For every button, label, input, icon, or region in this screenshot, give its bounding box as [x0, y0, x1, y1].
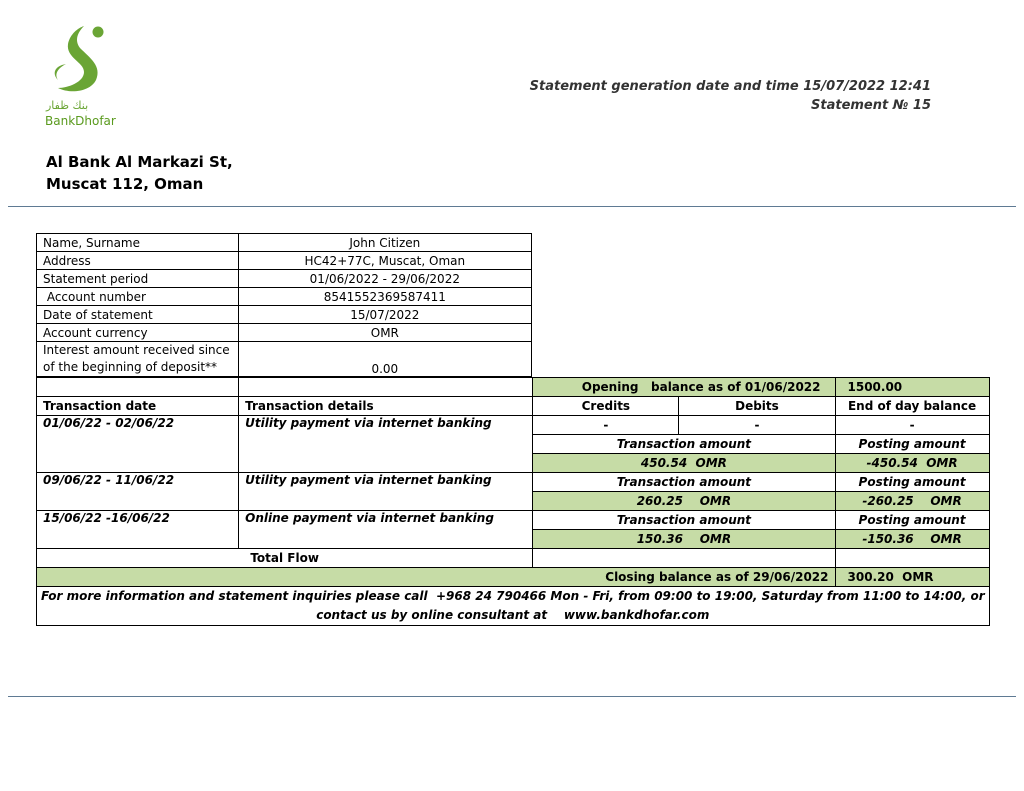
info-label-line: Interest amount received since	[43, 343, 230, 357]
opening-balance-label: Opening balance as of 01/06/2022	[533, 378, 835, 397]
table-row	[37, 473, 990, 492]
opening-balance-value: 1500.00	[835, 378, 989, 397]
info-row	[37, 270, 532, 288]
transaction-date: 01/06/22 - 02/06/22	[37, 416, 239, 473]
info-value: 0.00	[238, 342, 531, 377]
transaction-amount-label: Transaction amount	[533, 435, 835, 454]
info-value: HC42+77C, Muscat, Oman	[238, 252, 531, 270]
col-header-eod: End of day balance	[835, 397, 989, 416]
transaction-details: Online payment via internet banking	[239, 511, 533, 549]
info-label: Statement period	[37, 270, 239, 288]
transactions-table	[36, 377, 990, 626]
empty-cell	[37, 378, 239, 397]
top-divider	[8, 206, 1016, 207]
info-row	[37, 306, 532, 324]
empty-cell	[533, 549, 835, 568]
empty-cell	[239, 378, 533, 397]
address-line-2: Muscat 112, Oman	[46, 175, 204, 193]
transaction-amount-label: Transaction amount	[533, 473, 835, 492]
opening-balance-row	[37, 378, 990, 397]
transaction-amount: 150.36 OMR	[533, 530, 835, 549]
col-header-debits: Debits	[679, 397, 835, 416]
generation-datetime: Statement generation date and time 15/07/2022 12:41	[529, 79, 931, 94]
address-line-1: Al Bank Al Markazi St,	[46, 153, 233, 171]
closing-balance-row	[37, 568, 990, 587]
info-label: Name, Surname	[37, 234, 239, 252]
credits-value: -	[533, 416, 679, 435]
account-info-table	[36, 233, 532, 377]
col-header-date: Transaction date	[37, 397, 239, 416]
posting-amount-label: Posting amount	[835, 511, 989, 530]
total-flow-row	[37, 549, 990, 568]
info-label: Account currency	[37, 324, 239, 342]
footer-info-row	[37, 587, 990, 626]
bottom-divider	[8, 696, 1016, 697]
column-header-row	[37, 397, 990, 416]
transaction-date: 15/06/22 -16/06/22	[37, 511, 239, 549]
debits-value: -	[679, 416, 835, 435]
info-row	[37, 324, 532, 342]
info-value: 15/07/2022	[238, 306, 531, 324]
table-row	[37, 511, 990, 530]
posting-amount: -260.25 OMR	[835, 492, 989, 511]
logo-arabic-text: بنك ظفار	[46, 99, 89, 112]
col-header-credits: Credits	[533, 397, 679, 416]
transaction-amount: 260.25 OMR	[533, 492, 835, 511]
footer-line-2: contact us by online consultant at www.bankdhofar.com	[316, 608, 710, 622]
footer-info	[37, 587, 990, 626]
info-value: 8541552369587411	[238, 288, 531, 306]
info-row	[37, 252, 532, 270]
posting-amount: -450.54 OMR	[835, 454, 989, 473]
transaction-amount: 450.54 OMR	[533, 454, 835, 473]
info-value: John Citizen	[238, 234, 531, 252]
info-label: Account number	[37, 288, 239, 306]
info-value: 01/06/2022 - 29/06/2022	[238, 270, 531, 288]
transaction-amount-label: Transaction amount	[533, 511, 835, 530]
logo-text: BankDhofar	[45, 114, 116, 128]
table-row	[37, 416, 990, 435]
info-label-line: of the beginning of deposit**	[43, 360, 218, 374]
transaction-date: 09/06/22 - 11/06/22	[37, 473, 239, 511]
posting-amount-label: Posting amount	[835, 473, 989, 492]
info-label: Address	[37, 252, 239, 270]
info-row	[37, 288, 532, 306]
total-flow-label: Total Flow	[37, 549, 533, 568]
eod-value: -	[835, 416, 989, 435]
info-row	[37, 342, 532, 377]
empty-cell	[835, 549, 989, 568]
posting-amount-label: Posting amount	[835, 435, 989, 454]
info-row	[37, 234, 532, 252]
statement-number: Statement № 15	[811, 98, 931, 113]
statement-generation-info	[530, 77, 931, 115]
closing-balance-value: 300.20 OMR	[835, 568, 989, 587]
info-label: Date of statement	[37, 306, 239, 324]
info-value: OMR	[238, 324, 531, 342]
posting-amount: -150.36 OMR	[835, 530, 989, 549]
info-label	[37, 342, 239, 377]
col-header-details: Transaction details	[239, 397, 533, 416]
transaction-details: Utility payment via internet banking	[239, 416, 533, 473]
closing-balance-label: Closing balance as of 29/06/2022	[37, 568, 836, 587]
footer-line-1: For more information and statement inquiries please call +968 24 790466 Mon - Fri, from 09:00 to 19:00, Saturday from 11:00 to 14:00, or	[41, 589, 985, 603]
bank-address	[46, 151, 233, 195]
transaction-details: Utility payment via internet banking	[239, 473, 533, 511]
